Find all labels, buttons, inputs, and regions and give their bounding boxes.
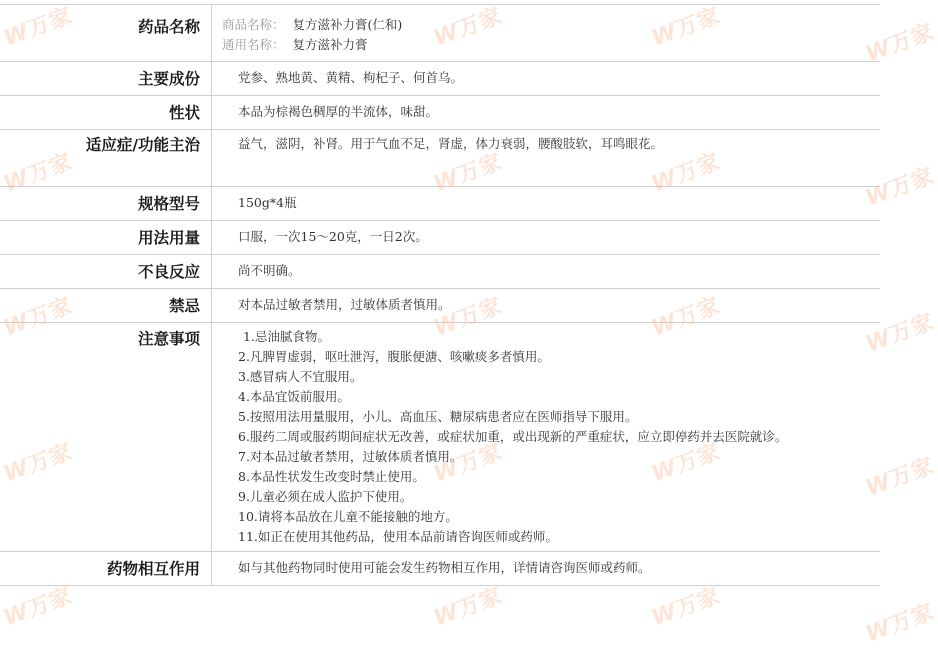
value-adverse-reactions: 尚不明确。	[212, 255, 881, 289]
precaution-item: 2.凡脾胃虚弱，呕吐泄泻，腹胀便溏、咳嗽痰多者慎用。	[238, 349, 550, 364]
label-adverse-reactions: 不良反应	[0, 255, 212, 289]
generic-name-line	[222, 35, 880, 55]
label-drug-interactions: 药物相互作用	[0, 552, 212, 586]
label-dosage: 用法用量	[0, 221, 212, 255]
precaution-item: 9.儿童必须在成人监护下使用。	[238, 489, 413, 504]
precaution-item: 4.本品宜饭前服用。	[238, 389, 350, 404]
watermark-logo: W万家	[862, 309, 938, 358]
watermark-logo: W万家	[430, 439, 507, 488]
watermark-logo: W万家	[0, 439, 77, 488]
row-drug-name	[0, 5, 880, 62]
row-adverse-reactions	[0, 255, 880, 289]
row-specification	[0, 187, 880, 221]
precaution-item: 5.按照用法用量服用，小儿、高血压、糖尿病患者应在医师指导下服用。	[238, 409, 638, 424]
generic-name-key: 通用名称：	[222, 37, 285, 52]
label-indications: 适应症/功能主治	[0, 130, 212, 187]
watermark-logo: W万家	[862, 453, 938, 502]
row-precautions	[0, 323, 880, 552]
precaution-item: 11.如正在使用其他药品，使用本品前请咨询医师或药师。	[238, 529, 558, 544]
label-ingredients: 主要成份	[0, 62, 212, 96]
value-ingredients: 党参、熟地黄、黄精、枸杞子、何首乌。	[212, 62, 881, 96]
label-appearance: 性状	[0, 96, 212, 130]
label-drug-name: 药品名称	[0, 5, 212, 62]
precaution-item: 10.请将本品放在儿童不能接触的地方。	[238, 509, 458, 524]
precautions-list	[238, 327, 798, 547]
watermark-logo: W万家	[648, 3, 725, 52]
precaution-item: 8.本品性状发生改变时禁止使用。	[238, 469, 425, 484]
watermark-logo: W万家	[430, 583, 507, 632]
row-drug-interactions	[0, 552, 880, 586]
watermark-logo: W万家	[862, 19, 938, 68]
precaution-item: 7.对本品过敏者禁用，过敏体质者慎用。	[238, 449, 463, 464]
row-ingredients	[0, 62, 880, 96]
watermark-logo: W万家	[648, 439, 725, 488]
value-specification: 150g*4瓶	[212, 187, 881, 221]
row-indications	[0, 130, 880, 187]
row-appearance	[0, 96, 880, 130]
label-precautions: 注意事项	[0, 323, 212, 552]
trade-name-line	[222, 15, 880, 35]
watermark-logo: W万家	[0, 149, 77, 198]
watermark-logo: W万家	[0, 293, 77, 342]
value-appearance: 本品为棕褐色稠厚的半流体，味甜。	[212, 96, 881, 130]
watermark-logo: W万家	[0, 3, 77, 52]
precaution-item: 6.服药二周或服药期间症状无改善，或症状加重，或出现新的严重症状，应立即停药并去医院就诊。	[238, 429, 788, 444]
precaution-item: 3.感冒病人不宜服用。	[238, 369, 363, 384]
watermark-logo: W万家	[862, 599, 938, 648]
precaution-item: 1.忌油腻食物。	[243, 329, 330, 344]
watermark-logo: W万家	[430, 149, 507, 198]
value-drug-interactions: 如与其他药物同时使用可能会发生药物相互作用，详情请咨询医师或药师。	[212, 552, 881, 586]
drug-spec-table	[0, 4, 880, 586]
label-specification: 规格型号	[0, 187, 212, 221]
row-contraindications	[0, 289, 880, 323]
row-dosage	[0, 221, 880, 255]
watermark-logo: W万家	[648, 293, 725, 342]
label-contraindications: 禁忌	[0, 289, 212, 323]
watermark-logo: W万家	[430, 293, 507, 342]
value-contraindications: 对本品过敏者禁用，过敏体质者慎用。	[212, 289, 881, 323]
generic-name-value: 复方滋补力膏	[292, 37, 368, 52]
watermark-logo: W万家	[648, 583, 725, 632]
value-drug-name	[212, 5, 881, 62]
value-dosage: 口服，一次15～20克，一日2次。	[212, 221, 881, 255]
watermark-logo: W万家	[862, 163, 938, 212]
trade-name-value: 复方滋补力膏(仁和)	[292, 17, 403, 32]
watermark-logo: W万家	[0, 583, 77, 632]
value-precautions	[212, 323, 881, 552]
trade-name-key: 商品名称：	[222, 17, 285, 32]
value-indications: 益气，滋阴，补肾。用于气血不足，肾虚，体力衰弱，腰酸肢软，耳鸣眼花。	[212, 130, 881, 187]
watermark-logo: W万家	[430, 3, 507, 52]
watermark-logo: W万家	[648, 149, 725, 198]
